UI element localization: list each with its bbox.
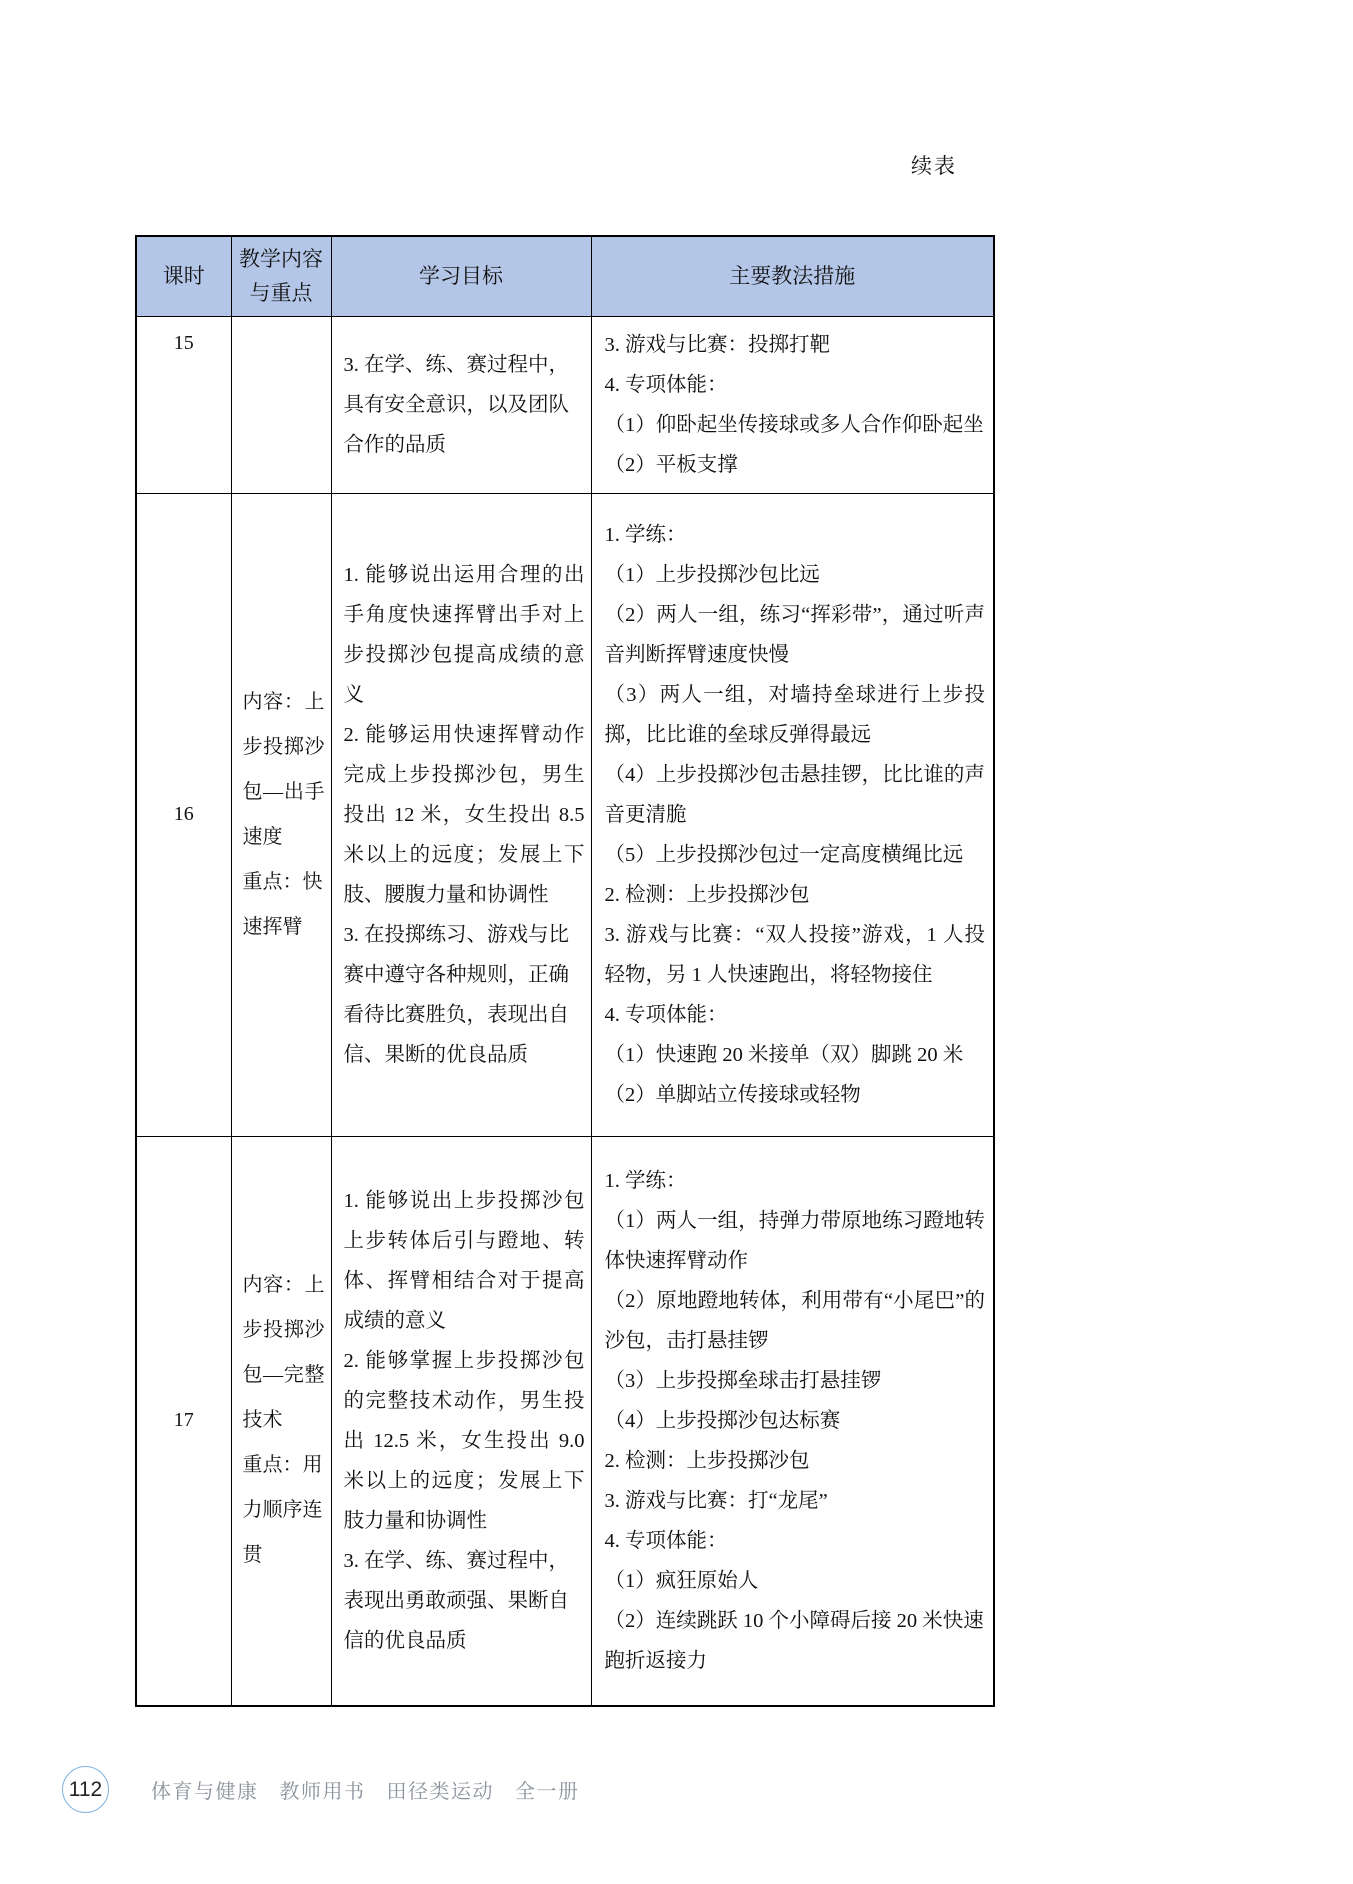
page-footer [62, 1766, 580, 1813]
table-row-lesson-17 [136, 1136, 994, 1706]
continued-table-label: 续表 [911, 154, 957, 178]
lesson-15-methods: 3. 游戏与比赛：投掷打靶 4. 专项体能： （1）仰卧起坐传接球或多人合作仰卧起坐 （2）平板支撑 [591, 316, 994, 493]
lesson-17-content: 内容：上步投掷沙包—完整技术 重点：用力顺序连贯 [231, 1136, 331, 1706]
lesson-15-period: 15 [136, 316, 231, 493]
lesson-16-period: 16 [136, 493, 231, 1136]
header-content: 教学内容与重点 [231, 236, 331, 316]
page-number-badge: 112 [62, 1766, 109, 1813]
table-row-lesson-15 [136, 316, 994, 493]
lesson-schedule-table [135, 235, 995, 1707]
lesson-17-period: 17 [136, 1136, 231, 1706]
lesson-15-content [231, 316, 331, 493]
book-series-title: 体育与健康 教师用书 田径类运动 全一册 [151, 1781, 580, 1803]
header-methods: 主要教法措施 [591, 236, 994, 316]
lesson-16-content: 内容：上步投掷沙包—出手速度 重点：快速挥臂 [231, 493, 331, 1136]
header-period: 课时 [136, 236, 231, 316]
lesson-15-objectives: 3. 在学、练、赛过程中，具有安全意识，以及团队合作的品质 [331, 316, 591, 493]
lesson-17-objectives: 1. 能够说出上步投掷沙包上步转体后引与蹬地、转体、挥臂相结合对于提高成绩的意义 2. 能够掌握上步投掷沙包的完整技术动作，男生投出 12.5 米，女生投出 9.0 米以上的远度；发展上下肢力量和协调性 3. 在学、练、赛过程中，表现出勇敢顽强、果断自信的优良品质 [331, 1136, 591, 1706]
lesson-17-methods: 1. 学练： （1）两人一组，持弹力带原地练习蹬地转体快速挥臂动作 （2）原地蹬地转体，利用带有“小尾巴”的沙包，击打悬挂锣 （3）上步投掷垒球击打悬挂锣 （4）上步投掷沙包达标赛 2. 检测：上步投掷沙包 3. 游戏与比赛：打“龙尾” 4. 专项体能： （1）疯狂原始人 （2）连续跳跃 10 个小障碍后接 20 米快速跑折返接力 [591, 1136, 994, 1706]
header-objectives: 学习目标 [331, 236, 591, 316]
table-header-row [136, 236, 994, 316]
lesson-16-methods: 1. 学练： （1）上步投掷沙包比远 （2）两人一组，练习“挥彩带”，通过听声音判断挥臂速度快慢 （3）两人一组，对墙持垒球进行上步投掷，比比谁的垒球反弹得最远 （4）上步投掷沙包击悬挂锣，比比谁的声音更清脆 （5）上步投掷沙包过一定高度横绳比远 2. 检测：上步投掷沙包 3. 游戏与比赛：“双人投接”游戏，1 人投轻物，另 1 人快速跑出，将轻物接住 4. 专项体能： （1）快速跑 20 米接单（双）脚跳 20 米 （2）单脚站立传接球或轻物 [591, 493, 994, 1136]
lesson-16-objectives: 1. 能够说出运用合理的出手角度快速挥臂出手对上步投掷沙包提高成绩的意义 2. 能够运用快速挥臂动作完成上步投掷沙包，男生投出 12 米，女生投出 8.5 米以上的远度；发展上下肢、腰腹力量和协调性 3. 在投掷练习、游戏与比赛中遵守各种规则，正确看待比赛胜负，表现出自信、果断的优良品质 [331, 493, 591, 1136]
table-row-lesson-16 [136, 493, 994, 1136]
